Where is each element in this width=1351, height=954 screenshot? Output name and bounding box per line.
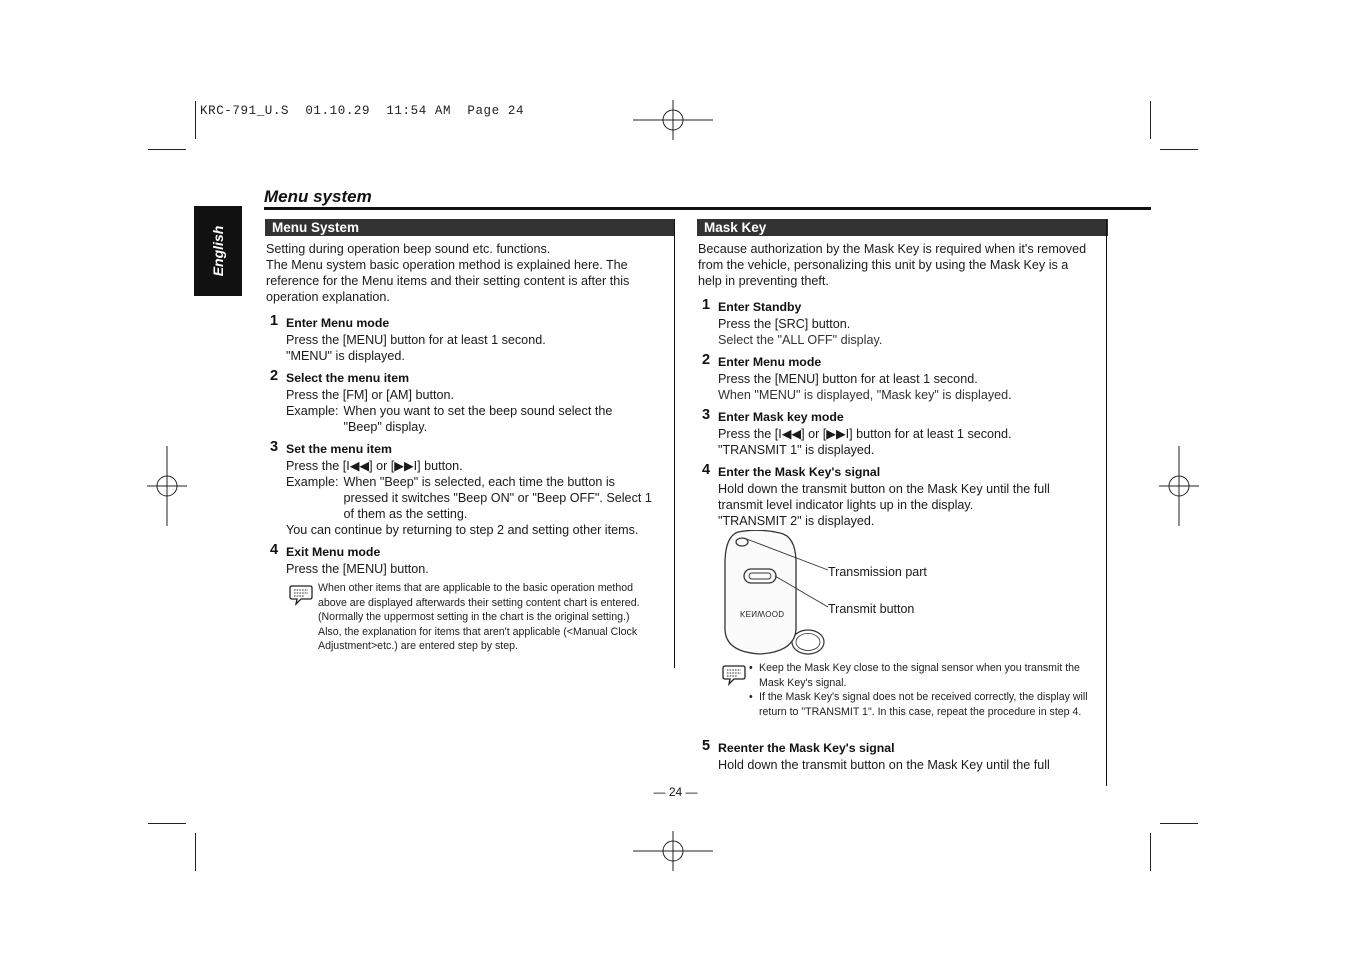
step-title: Exit Menu mode [286,545,381,559]
step-number: 2 [702,352,711,368]
example-text: When "Beep" is selected, each time the button is pressed it switches "Beep ON" or "Beep OFF". Select 1 of them as the setting. [343,475,652,521]
step-line: Select the "ALL OFF" display. [718,333,883,347]
right-intro [698,241,1093,289]
mask-key-heading: Mask Key [697,219,1108,236]
step-title: Set the menu item [286,442,392,456]
example [286,403,658,435]
step-number: 1 [702,297,711,313]
left-intro-line-2: The Menu system basic operation method is explained here. The reference for the Menu items and their setting content is after this operation explanation. [266,258,630,304]
step-title: Select the menu item [286,371,410,385]
crop-mark-top-left-v [195,101,196,139]
menu-system-heading: Menu System [265,219,675,236]
step-line: Press the [MENU] button. [286,562,429,576]
language-tab [194,206,242,296]
step-title: Enter Mask key mode [718,410,844,424]
step-body [718,371,1012,403]
step-body [286,458,661,538]
step-title: Reenter the Mask Key's signal [718,741,895,755]
note-icon [722,664,746,691]
file-stamp: KRC-791_U.S 01.10.29 11:54 AM Page 24 [200,104,525,118]
note-bullet [749,661,1099,690]
registration-mark-right [1159,446,1199,526]
step-number: 4 [270,542,279,558]
step-body [286,387,658,435]
step-line: Hold down the transmit button on the Mask Key until the full [718,482,1050,496]
note-paragraph: When other items that are applicable to the basic operation method above are displayed afterwards their setting content chart is entered. (Normally the uppermost setting in the chart is the original setting.) [318,582,640,623]
mask-key-illustration [718,530,958,662]
step-line: "TRANSMIT 2" is displayed. [718,514,875,528]
step-body [718,757,1050,773]
step-line: Press the [MENU] button for at least 1 second. [286,333,546,347]
crop-mark-top-right-h [1160,149,1198,150]
crop-mark-top-right-v [1150,101,1151,139]
left-note [318,581,663,654]
label-transmit-button: Transmit button [828,602,915,616]
note-icon [289,584,313,611]
step-line: Press the [SRC] button. [718,317,851,331]
step-line: Press the [I◀◀] or [▶▶I] button for at least 1 second. [718,427,1012,441]
title-rule [264,207,1151,210]
crop-mark-bottom-left-v [195,833,196,871]
example-label: Example: [286,475,339,489]
note-paragraph: Also, the explanation for items that aren't applicable (<Manual Clock Adjustment>etc.) are entered step by step. [318,625,638,652]
step-line: When "MENU" is displayed, "Mask key" is displayed. [718,388,1012,402]
step-title: Enter the Mask Key's signal [718,465,881,479]
note-text: If the Mask Key's signal does not be received correctly, the display will return to "TRANSMIT 1". In this case, repeat the procedure in step 4. [759,691,1088,718]
bullet-dot: • [749,662,753,674]
registration-mark-left [147,446,187,526]
right-notes [749,661,1099,719]
note-text: Keep the Mask Key close to the signal sensor when you transmit the Mask Key's signal. [759,662,1080,689]
kenwood-logo: KENWOOD [740,609,785,618]
mask-key-figure [718,530,958,662]
crop-mark-top-left-h [148,149,186,150]
step-line: Press the [MENU] button for at least 1 second. [718,372,978,386]
step-line: transmit level indicator lights up in the display. [718,498,974,512]
left-column-rule [674,219,675,668]
step-number: 5 [702,738,711,754]
registration-mark-bottom [633,831,713,871]
step-body [286,561,429,577]
step-body [718,426,1012,458]
step-line: "TRANSMIT 1" is displayed. [718,443,875,457]
step-line: Press the [I◀◀] or [▶▶I] button. [286,459,463,473]
step-number: 1 [270,313,279,329]
label-transmission-part: Transmission part [828,565,927,579]
note-bullet [749,690,1099,719]
example-text: When you want to set the beep sound select the "Beep" display. [343,404,613,434]
crop-mark-bottom-right-v [1150,833,1151,871]
step-number: 3 [702,407,711,423]
section-title: Menu system [264,187,372,206]
left-intro [266,241,666,305]
example-label: Example: [286,404,339,418]
right-intro-text: Because authorization by the Mask Key is required when it's removed from the vehicle, personalizing this unit by using the Mask Key is a help in preventing theft. [698,242,1087,288]
step-number: 3 [270,439,279,455]
page-number: — 24 — [653,785,698,799]
crop-mark-bottom-left-h [148,823,186,824]
step-line: Hold down the transmit button on the Mask Key until the full [718,758,1050,772]
bullet-dot: • [749,691,753,703]
step-line: Press the [FM] or [AM] button. [286,388,454,402]
step-number: 4 [702,462,711,478]
registration-mark-top [633,100,713,140]
example [286,474,661,522]
step-after: You can continue by returning to step 2 and setting other items. [286,523,639,537]
step-title: Enter Menu mode [286,316,390,330]
step-body [286,332,546,364]
language-tab-label: English [210,225,226,277]
left-intro-line-1: Setting during operation beep sound etc. functions. [266,242,551,256]
step-number: 2 [270,368,279,384]
crop-mark-bottom-right-h [1160,823,1198,824]
right-column-rule [1106,219,1107,786]
step-title: Enter Menu mode [718,355,822,369]
step-line: "MENU" is displayed. [286,349,405,363]
step-body [718,481,1050,529]
step-body [718,316,882,348]
step-title: Enter Standby [718,300,802,314]
